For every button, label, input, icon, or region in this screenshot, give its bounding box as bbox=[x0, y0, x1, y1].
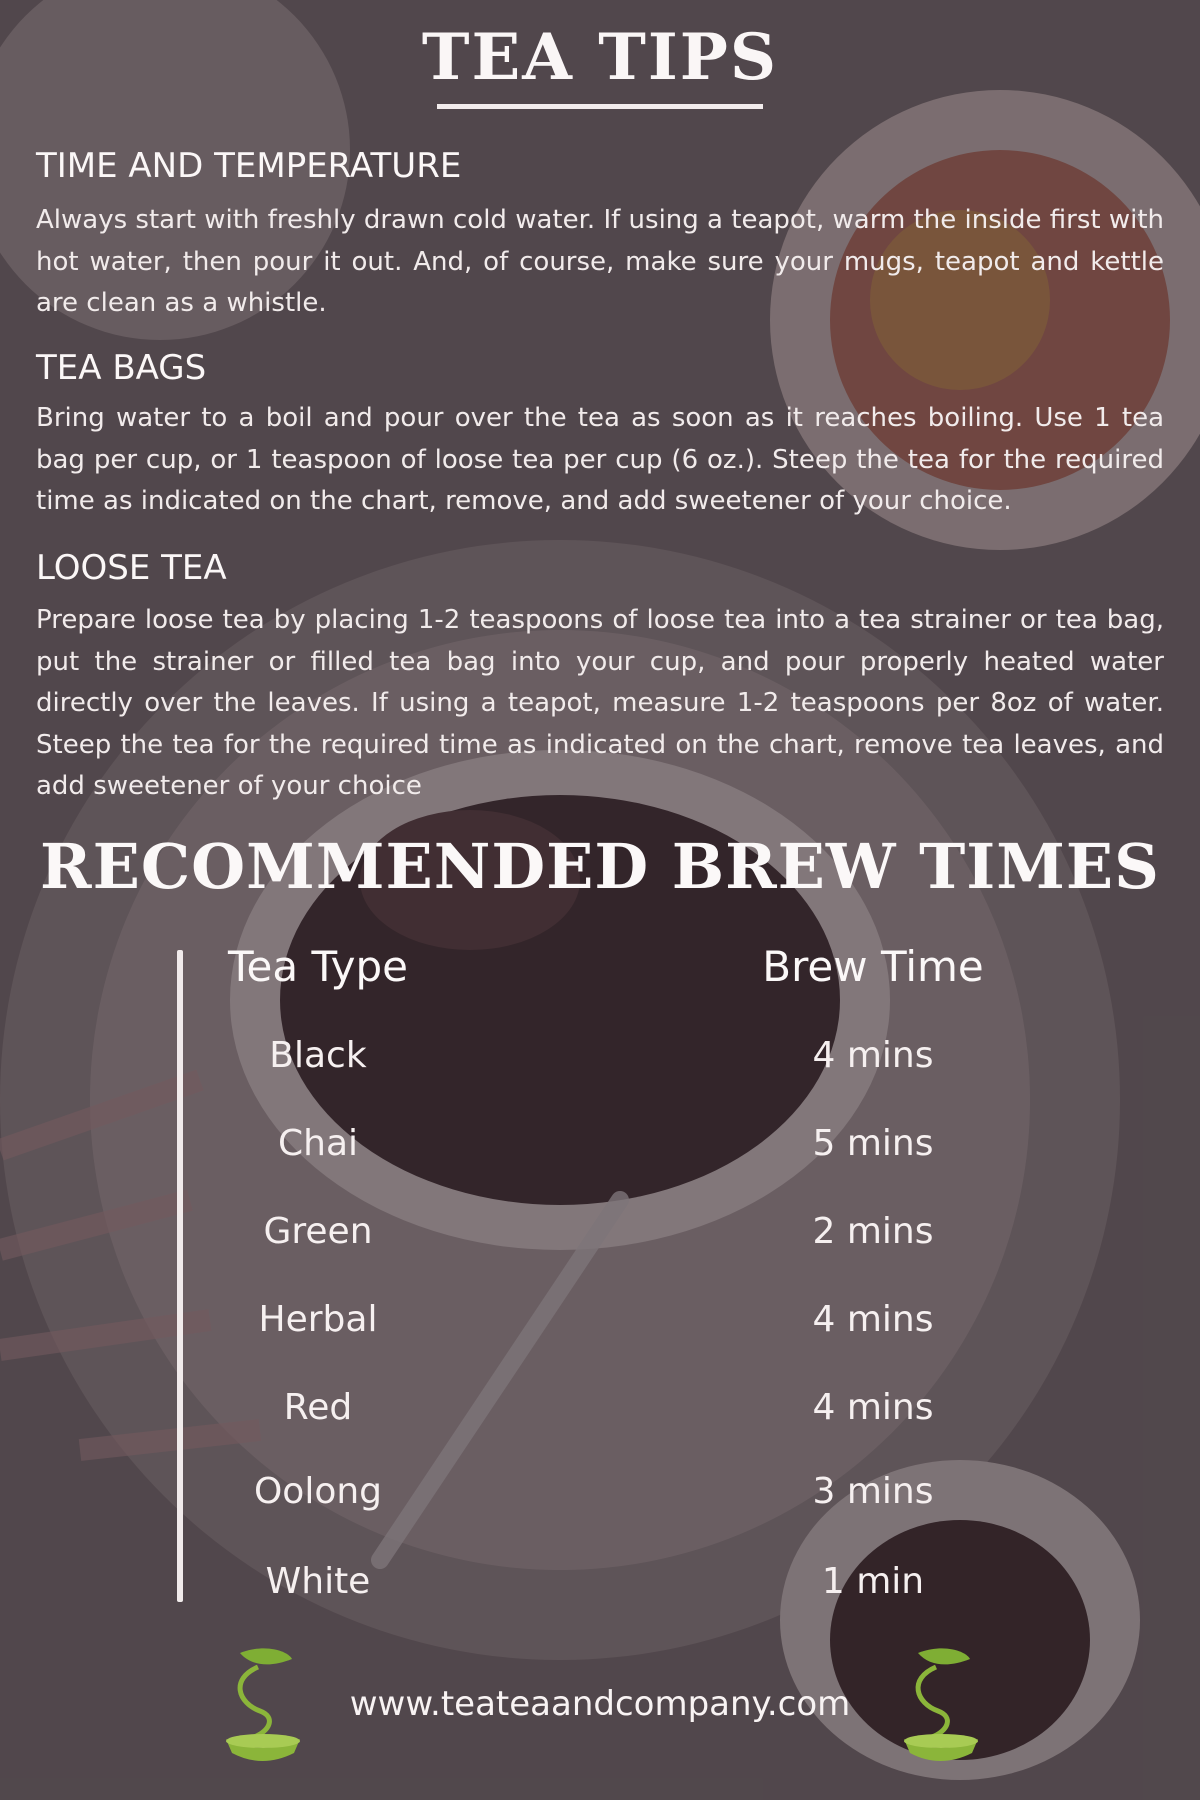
brew-row bbox=[0, 1387, 1200, 1437]
tea-type: Black bbox=[269, 1035, 367, 1076]
brew-row bbox=[0, 1123, 1200, 1173]
brew-times-title: RECOMMENDED BREW TIMES bbox=[40, 830, 1160, 903]
brew-row bbox=[0, 1561, 1200, 1611]
section-heading-tea-bags: TEA BAGS bbox=[36, 348, 207, 388]
section-body-tea-bags: Bring water to a boil and pour over the tea as soon as it reaches boiling. Use 1 tea bag per cup, or 1 teaspoon of loose tea per cup (6 oz.). Steep the tea for the required time as indicated on the chart, remove, and add sweetener of your choice. bbox=[36, 403, 1164, 516]
brew-time: 3 mins bbox=[812, 1471, 934, 1512]
section-heading-time-temperature: TIME AND TEMPERATURE bbox=[36, 146, 462, 186]
brew-time: 4 mins bbox=[812, 1387, 934, 1428]
brew-time: 4 mins bbox=[812, 1299, 934, 1340]
tea-cup-leaf-icon bbox=[888, 1645, 992, 1767]
tea-type: Chai bbox=[277, 1123, 358, 1164]
section-body-time-temperature: Always start with freshly drawn cold water. If using a teapot, warm the inside first with hot water, then pour it out. And, of course, make sure your mugs, teapot and kettle are clean as a whistle. bbox=[36, 205, 1164, 318]
brew-row bbox=[0, 1299, 1200, 1349]
brew-row bbox=[0, 1471, 1200, 1521]
page-title: TEA TIPS bbox=[421, 20, 779, 95]
brew-time: 2 mins bbox=[812, 1211, 934, 1252]
tea-type: Red bbox=[283, 1387, 353, 1428]
tea-type: Green bbox=[263, 1211, 373, 1252]
brew-time: 5 mins bbox=[812, 1123, 934, 1164]
brew-time: 4 mins bbox=[812, 1035, 934, 1076]
column-header-brew-time: Brew Time bbox=[762, 942, 984, 991]
tea-type: Herbal bbox=[258, 1299, 378, 1340]
brew-time: 1 min bbox=[821, 1561, 925, 1602]
footer-website-link[interactable]: www.teateaandcompany.com bbox=[349, 1684, 851, 1724]
tea-type: White bbox=[265, 1561, 371, 1602]
brew-row bbox=[0, 1211, 1200, 1261]
section-body-loose-tea: Prepare loose tea by placing 1-2 teaspoons of loose tea into a tea strainer or tea bag, put the strainer or filled tea bag into your cup, and pour properly heated water directly over the leaves. If using a teapot, measure 1-2 teaspoons per 8oz of water. Steep the tea for the required time as indicated on the chart, remove tea leaves, and add sweetener of your choice bbox=[36, 605, 1164, 801]
title-underline bbox=[437, 104, 763, 109]
section-heading-loose-tea: LOOSE TEA bbox=[36, 548, 227, 588]
column-header-tea-type: Tea Type bbox=[228, 942, 408, 991]
tea-type: Oolong bbox=[253, 1471, 383, 1512]
brew-row bbox=[0, 1035, 1200, 1085]
